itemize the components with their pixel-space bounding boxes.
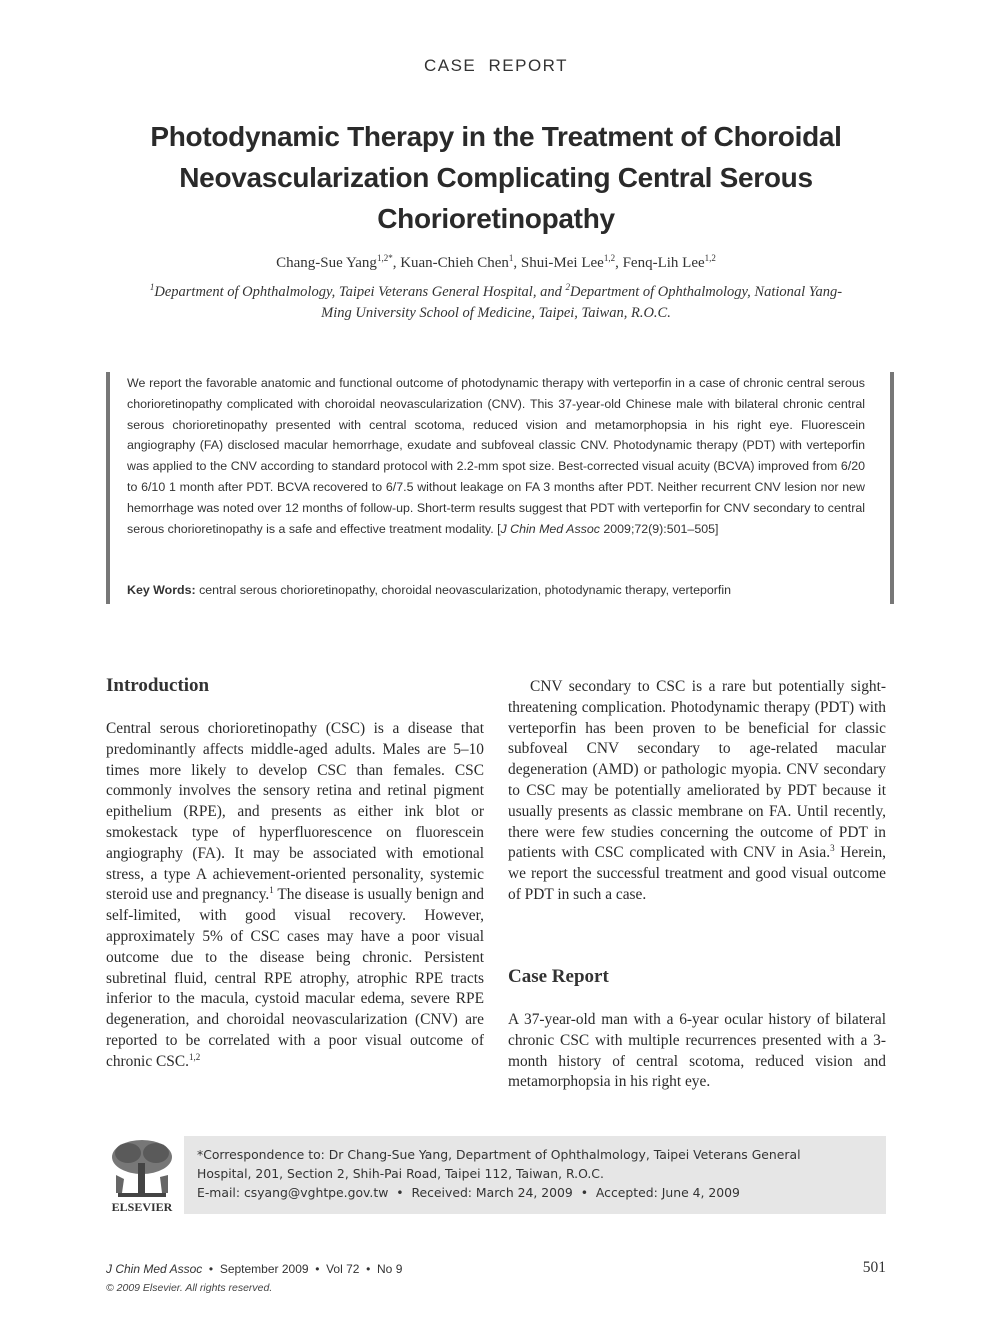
keywords-label: Key Words:	[127, 583, 196, 597]
keywords-list: central serous chorioretinopathy, choroidal neovascularization, photodynamic therapy, verteporfin	[195, 583, 732, 597]
citation-mark: 1,2	[188, 1051, 201, 1062]
author-affiliation-mark: 1,2*	[376, 253, 393, 263]
correspondence-dates: E-mail: csyang@vghtpe.gov.tw • Received: March 24, 2009 • Accepted: June 4, 2009	[197, 1185, 740, 1200]
footer-date: September 2009	[219, 1262, 309, 1276]
introduction-paragraph	[106, 719, 484, 1073]
introduction-text: The disease is usually benign and self-limited, with good visual recovery. However, approximately 5% of CSC cases may have a poor visual outcome due to the disease being chronic. Persistent subretinal fluid, central RPE atrophy, atrophic RPE tracts inferior to the macula, cystoid macular edema, severe RPE degeneration, and choroidal neovascularization (CNV) are reported to be correlated with a poor visual outcome of chronic CSC.	[106, 886, 484, 1070]
author-affiliation-mark: 1	[508, 253, 514, 263]
abstract-citation-journal: J Chin Med Assoc	[500, 521, 600, 536]
elsevier-logo	[104, 1135, 180, 1215]
received-date: Received: March 24, 2009	[411, 1185, 573, 1200]
introduction-text: Herein, we report the successful treatment and good visual outcome of PDT in such a case.	[508, 844, 886, 903]
page-number: 501	[862, 1259, 886, 1276]
section-kicker: CASE REPORT	[423, 56, 569, 75]
abstract-text	[127, 373, 865, 539]
citation-mark: 3	[830, 843, 835, 854]
correspondence-text	[197, 1145, 877, 1202]
author-affiliation-mark: 1,2	[704, 253, 716, 263]
author-affiliation-mark: 1,2	[603, 253, 616, 263]
author-name: Kuan-Chieh Chen	[400, 255, 509, 271]
footer-journal: J Chin Med Assoc	[106, 1262, 203, 1276]
correspondence-email: E-mail: csyang@vghtpe.gov.tw	[197, 1185, 389, 1200]
author-name: Chang-Sue Yang	[276, 255, 377, 271]
footer-volume: Vol 72	[326, 1262, 360, 1276]
copyright-notice: © 2009 Elsevier. All rights reserved.	[106, 1282, 273, 1294]
article-title: Photodynamic Therapy in the Treatment of Choroidal Neovascularization Complicating Central Serous Chorioretinopathy	[150, 121, 842, 234]
correspondence-line: Hospital, 201, Section 2, Shih-Pai Road, Taipei 112, Taiwan, R.O.C.	[197, 1166, 604, 1181]
introduction-column	[106, 719, 484, 1073]
introduction-text: Central serous chorioretinopathy (CSC) is a disease that predominantly affects middle-aged adults. Males are 5–10 times more likely to develop CSC than females. CSC commonly involves the sensory retina and retinal pigment epithelium (RPE), and presents as either ink blot or smokestack type of hyperfluorescence on fluorescein angiography (FA). It may be associated with emotional stress, a type A achievement-oriented personality, systemic steroid use and pregnancy.	[106, 720, 484, 904]
author-name: Fenq-Lih Lee	[622, 255, 705, 271]
correspondence-line: *Correspondence to: Dr Chang-Sue Yang, Department of Ophthalmology, Taipei Veterans General	[197, 1147, 801, 1162]
accepted-date: Accepted: June 4, 2009	[595, 1185, 740, 1200]
author-list: Chang-Sue Yang$^{1,2*}$, Kuan-Chieh Chen$^1$, Shui-Mei Lee$^{1,2}$, Fenq-Lih Lee$^{1,2}$	[276, 253, 716, 271]
citation-mark: 1	[269, 885, 274, 896]
introduction-text: CNV secondary to CSC is a rare but potentially sight-threatening complication. Photodynamic therapy (PDT) with verteporfin has been proven to be beneficial for classic subfoveal CNV secondary to age-related macular degeneration (AMD) or pathologic myopia. CNV secondary to CSC may be potentially ameliorated by PDT because it usually presents as classic membrane on FA. Until recently, there were few studies concerning the outcome of PDT in patients with CSC complicated with CNV in Asia.	[508, 678, 886, 862]
keywords	[127, 583, 865, 597]
affiliation-dept2: Department of Ophthalmology, National Yang-Ming University School of Medicine, Taipei, Taiwan, R.O.C.	[321, 284, 843, 321]
introduction-heading: Introduction	[106, 675, 210, 696]
footer-issue: No 9	[377, 1262, 403, 1276]
affiliation-mark: 1	[149, 282, 155, 293]
author-name: Shui-Mei Lee	[520, 255, 604, 271]
case-report-paragraph: A 37-year-old man with a 6-year ocular history of bilateral chronic CSC with multiple recurrences presented with a 3-month history of central scotoma, reduced vision and metamorphopsia in his right eye.	[508, 1011, 886, 1091]
affiliation-mark: 2	[565, 282, 570, 293]
publisher-name: ELSEVIER	[111, 1200, 173, 1214]
case-report-heading: Case Report	[508, 966, 609, 987]
affiliation-dept1: Department of Ophthalmology, Taipei Veterans General Hospital, and	[154, 284, 566, 300]
journal-footer: J Chin Med Assoc • September 2009 • Vol 72 • No 9	[106, 1262, 403, 1276]
introduction-paragraph-2	[508, 677, 886, 906]
abstract-body: We report the favorable anatomic and functional outcome of photodynamic therapy with verteporfin in a case of chronic central serous chorioretinopathy complicated with choroidal neovascularization (CNV). This 37-year-old Chinese male with bilateral chronic central serous chorioretinopathy presented with central scotoma, reduced vision and metamorphopsia in his right eye. Fluorescein angiography (FA) disclosed macular hemorrhage, exudate and subfoveal classic CNV. Photodynamic therapy (PDT) with verteporfin was applied to the CNV according to standard protocol with 2.2-mm spot size. Best-corrected visual acuity (BCVA) improved from 6/20 to 6/10 1 month after PDT. BCVA recovered to 6/7.5 without leakage on FA 3 months after PDT. Neither recurrent CNV lesion nor new hemorrhage was noted over 12 months of follow-up. Short-term results suggest that PDT with verteporfin for CNV secondary to central serous chorioretinopathy is a safe and effective treatment modality. [	[127, 376, 865, 536]
abstract-citation: 2009;72(9):501–505]	[599, 521, 719, 536]
affiliations	[140, 282, 852, 324]
